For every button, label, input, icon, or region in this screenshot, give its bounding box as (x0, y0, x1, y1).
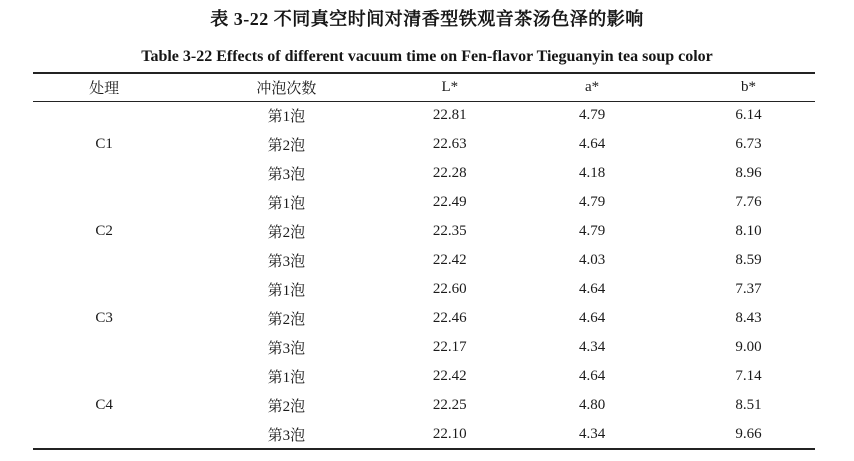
table-title-zh: 表 3-22 不同真空时间对清香型铁观音茶汤色泽的影响 (210, 9, 644, 29)
brew-count-cell: 第3泡 (267, 167, 306, 183)
value-cell: 22.49 (432, 194, 467, 210)
value-cell: 4.18 (578, 165, 606, 181)
table-title-en: Table 3-22 Effects of different vacuum time on Fen-flavor Tieguanyin tea soup color (141, 48, 713, 65)
value-cell: 6.73 (735, 136, 762, 152)
value-cell: 4.64 (578, 310, 606, 326)
value-cell: 8.59 (735, 252, 762, 268)
brew-count-cell: 第2泡 (267, 312, 306, 328)
value-cell: 8.96 (735, 165, 762, 181)
value-cell: 7.37 (735, 281, 762, 297)
brew-count-cell: 第3泡 (267, 427, 306, 444)
col-header-treatment: 处理 (89, 80, 120, 97)
value-cell: 4.64 (578, 281, 606, 297)
value-cell: 22.81 (432, 107, 467, 124)
value-cell: 4.03 (578, 252, 606, 268)
brew-count-cell: 第1泡 (267, 283, 306, 299)
value-cell: 4.34 (578, 339, 606, 355)
col-header-lstar: L* (441, 78, 459, 95)
value-cell: 22.60 (432, 281, 467, 297)
brew-count-cell: 第1泡 (267, 370, 306, 386)
table-row (33, 362, 815, 391)
treatment-cell: C4 (95, 396, 113, 413)
data-table (33, 72, 815, 450)
brew-count-cell: 第3泡 (267, 341, 306, 357)
col-header-brew-count: 冲泡次数 (256, 80, 317, 97)
value-cell: 22.28 (432, 165, 467, 181)
value-cell: 4.34 (578, 425, 606, 442)
table-header-row (33, 73, 815, 101)
value-cell: 4.79 (578, 223, 606, 239)
value-cell: 22.42 (432, 252, 467, 268)
value-cell: 4.64 (578, 368, 606, 384)
value-cell: 22.25 (432, 397, 467, 413)
table-row (33, 188, 815, 217)
value-cell: 9.00 (735, 339, 762, 355)
value-cell: 22.35 (432, 223, 467, 239)
value-cell: 22.10 (432, 425, 467, 442)
brew-count-cell: 第3泡 (267, 254, 306, 270)
value-cell: 4.64 (578, 136, 606, 152)
value-cell: 22.42 (432, 368, 467, 384)
value-cell: 22.46 (432, 310, 467, 326)
treatment-cell: C2 (95, 223, 113, 239)
value-cell: 7.14 (735, 368, 762, 384)
treatment-cell: C1 (95, 136, 113, 153)
value-cell: 8.10 (735, 223, 762, 239)
value-cell: 9.66 (735, 425, 762, 442)
value-cell: 4.79 (578, 107, 606, 124)
value-cell: 6.14 (735, 107, 762, 124)
value-cell: 4.79 (578, 194, 606, 210)
brew-count-cell: 第2泡 (267, 399, 306, 415)
value-cell: 8.43 (735, 310, 762, 326)
brew-count-cell: 第2泡 (267, 225, 306, 241)
brew-count-cell: 第1泡 (267, 196, 306, 212)
table-row (33, 275, 815, 304)
value-cell: 4.80 (578, 397, 606, 413)
treatment-cell: C3 (95, 310, 113, 326)
value-cell: 22.17 (432, 339, 467, 355)
value-cell: 8.51 (735, 397, 762, 413)
table-row (33, 101, 815, 130)
value-cell: 7.76 (735, 194, 762, 210)
col-header-astar: a* (585, 78, 600, 95)
value-cell: 22.63 (432, 136, 467, 152)
brew-count-cell: 第2泡 (267, 138, 306, 154)
brew-count-cell: 第1泡 (267, 109, 306, 126)
col-header-bstar: b* (741, 78, 757, 95)
